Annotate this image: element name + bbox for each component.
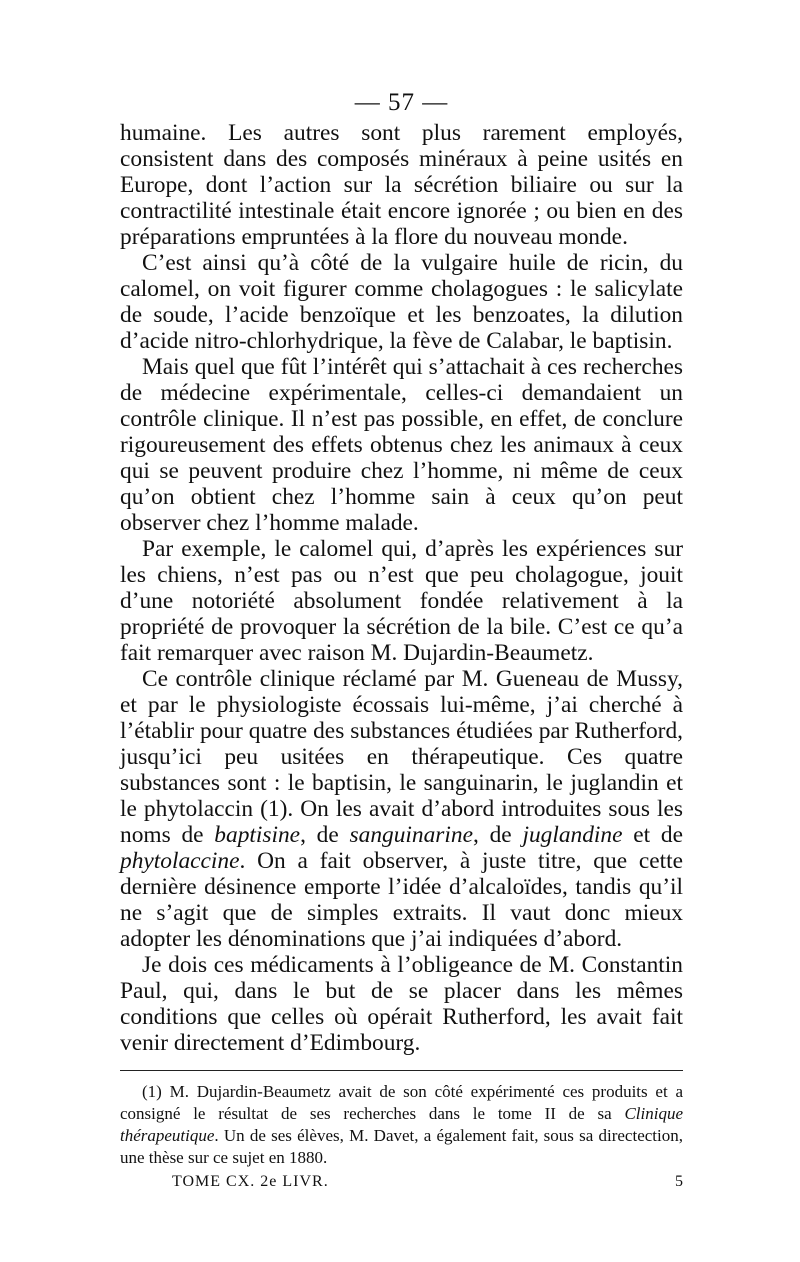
paragraph-1: humaine. Les autres sont plus rarement employés, consistent dans des composés minéraux à peine usités en Europe, dont l’action sur la sécrétion biliaire ou sur la contractilité intestinale était encore ignorée ; ou bien en des préparations empruntées à la flore du nouveau monde. [120,120,683,250]
paragraph-5-text-a: Ce contrôle clinique réclamé par M. Gueneau de Mussy, et par le physiologiste écossais lui-même, j’ai cherché à l’établir pour quatre des substances étudiées par Rutherford, jusqu’ici peu usitées en thérapeutique. Ces quatre substances sont : le baptisin, le sanguinarin, le juglandin et le phytolaccin (1). On les avait d’abord introduites sous les noms de [120,666,683,848]
paragraph-5-text-e: . On a fait observer, à juste titre, que cette dernière désinence emporte l’idée d’alcaloïdes, tandis qu’il ne s’agit que de simples extraits. Il vaut donc mieux adopter les dénominations que j’ai indiquées d’abord. [120,848,683,952]
paragraph-4: Par exemple, le calomel qui, d’après les expériences sur les chiens, n’est pas ou n’est que peu cholagogue, jouit d’une notoriété absolument fondée relativement à la propriété de provoquer la sécrétion de la bile. C’est ce qu’a fait remarquer avec raison M. Dujardin-Beaumetz. [120,536,683,666]
body-text [120,120,683,1056]
page [120,88,683,1193]
page-number: — 57 — [354,89,449,116]
paragraph-6: Je dois ces médicaments à l’obligeance de M. Constantin Paul, qui, dans le but de se placer dans les mêmes conditions que celles où opérait Rutherford, les avait fait venir directement d’Edimbourg. [120,952,683,1056]
footer [120,1171,683,1193]
italic-term-sanguinarine: sanguinarine [349,822,473,848]
paragraph-3: Mais quel que fût l’intérêt qui s’attachait à ces recherches de médecine expérimentale, celles-ci demandaient un contrôle clinique. Il n’est pas possible, en effet, de conclure rigoureusement des effets obtenus chez les animaux à ceux qui se peuvent produire chez l’homme, ni même de ceux qu’on obtient chez l’homme sain à ceux qu’on peut observer chez l’homme malade. [120,354,683,536]
footnote [120,1081,683,1169]
italic-term-juglandine: juglandine [522,822,623,848]
footnote-divider [120,1070,683,1071]
signature-mark: TOME CX. 2e LIVR. [172,1173,329,1190]
paragraph-5-text-d: et de [622,822,684,848]
italic-term-baptisine: baptisine [214,822,301,848]
italic-term-phytolaccine: phytolaccine [120,848,240,874]
footnote-text-a: (1) M. Dujardin-Beaumetz avait de son côté expérimenté ces produits et a consigné le résultat de ses recherches dans le tome II de sa [120,1082,683,1123]
paragraph-5-text-b: , de [300,822,350,848]
sheet-number: 5 [675,1173,683,1190]
paragraph-5-text-c: , de [472,822,523,848]
paragraph-2: C’est ainsi qu’à côté de la vulgaire huile de ricin, du calomel, on voit figurer comme cholagogues : le salicylate de soude, l’acide benzoïque et les benzoates, la dilution d’acide nitro-chlorhydrique, la fève de Calabar, le baptisin. [120,250,683,354]
footnote-text-b: . Un de ses élèves, M. Davet, a également fait, sous sa directection, une thèse sur ce sujet en 1880. [120,1126,683,1167]
footnote-italic-title: Clinique thérapeutique [120,1104,683,1145]
paragraph-5 [120,666,683,952]
